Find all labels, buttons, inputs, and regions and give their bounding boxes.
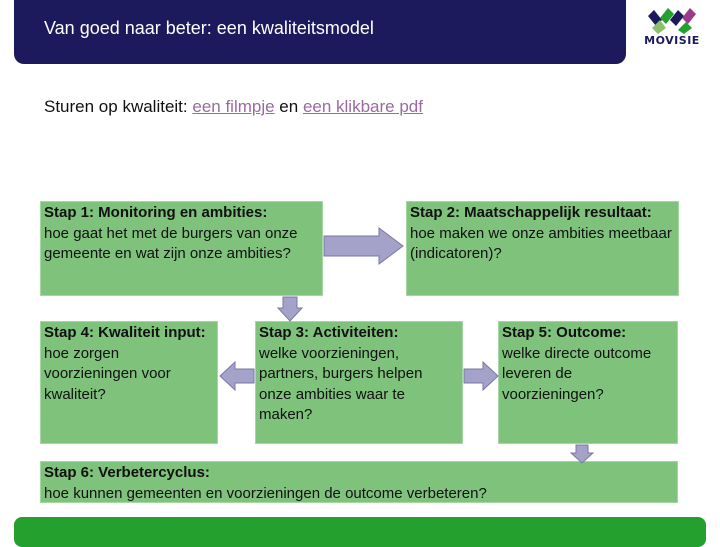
arrow-down-icon: [277, 296, 303, 322]
step-6-heading: Stap 6: Verbetercyclus:: [44, 464, 210, 481]
pdf-link[interactable]: een klikbare pdf: [302, 97, 423, 116]
step-6-box: [40, 461, 678, 503]
step-2-box: [406, 201, 679, 296]
subtitle-middle: en: [274, 97, 303, 116]
step-2-heading: Stap 2: Maatschappelijk resultaat:: [410, 204, 652, 221]
arrow-right-icon: [323, 227, 405, 265]
step-5-box: [498, 321, 678, 444]
logo-mark-icon: [640, 6, 704, 36]
step-4-heading: Stap 4: Kwaliteit input:: [44, 324, 206, 341]
header-bar: [14, 0, 626, 64]
step-6-body: hoe kunnen gemeenten en voorzieningen de outcome verbeteren?: [44, 484, 487, 502]
step-3-body: welke voorzieningen, partners, burgers helpen onze ambities waar te maken?: [259, 344, 423, 423]
step-4-box: [40, 321, 218, 444]
step-4-body: hoe zorgen voorzieningen voor kwaliteit?: [44, 344, 171, 403]
arrow-left-icon: [219, 361, 255, 391]
page-title: Van goed naar beter: een kwaliteitsmodel: [44, 18, 374, 38]
step-3-box: [255, 321, 463, 444]
step-1-heading: Stap 1: Monitoring en ambities:: [44, 204, 268, 221]
subtitle-prefix: Sturen op kwaliteit:: [44, 97, 193, 116]
movisie-logo: [640, 6, 704, 60]
step-2-body: hoe maken we onze ambities meetbaar (indicatoren)?: [410, 224, 672, 262]
arrow-down-small-icon: [570, 444, 594, 464]
step-5-body: welke directe outcome leveren de voorzieningen?: [502, 344, 652, 403]
video-link[interactable]: een filmpje: [192, 97, 275, 116]
step-5-heading: Stap 5: Outcome:: [502, 324, 627, 341]
step-1-box: [40, 201, 323, 296]
arrow-right-small-icon: [463, 361, 499, 391]
step-1-body: hoe gaat het met de burgers van onze gemeente en wat zijn onze ambities?: [44, 224, 298, 262]
subtitle: [44, 97, 423, 117]
logo-text: MOVISIE: [644, 34, 700, 47]
footer-bar: [14, 517, 706, 547]
step-3-heading: Stap 3: Activiteiten:: [259, 324, 399, 341]
